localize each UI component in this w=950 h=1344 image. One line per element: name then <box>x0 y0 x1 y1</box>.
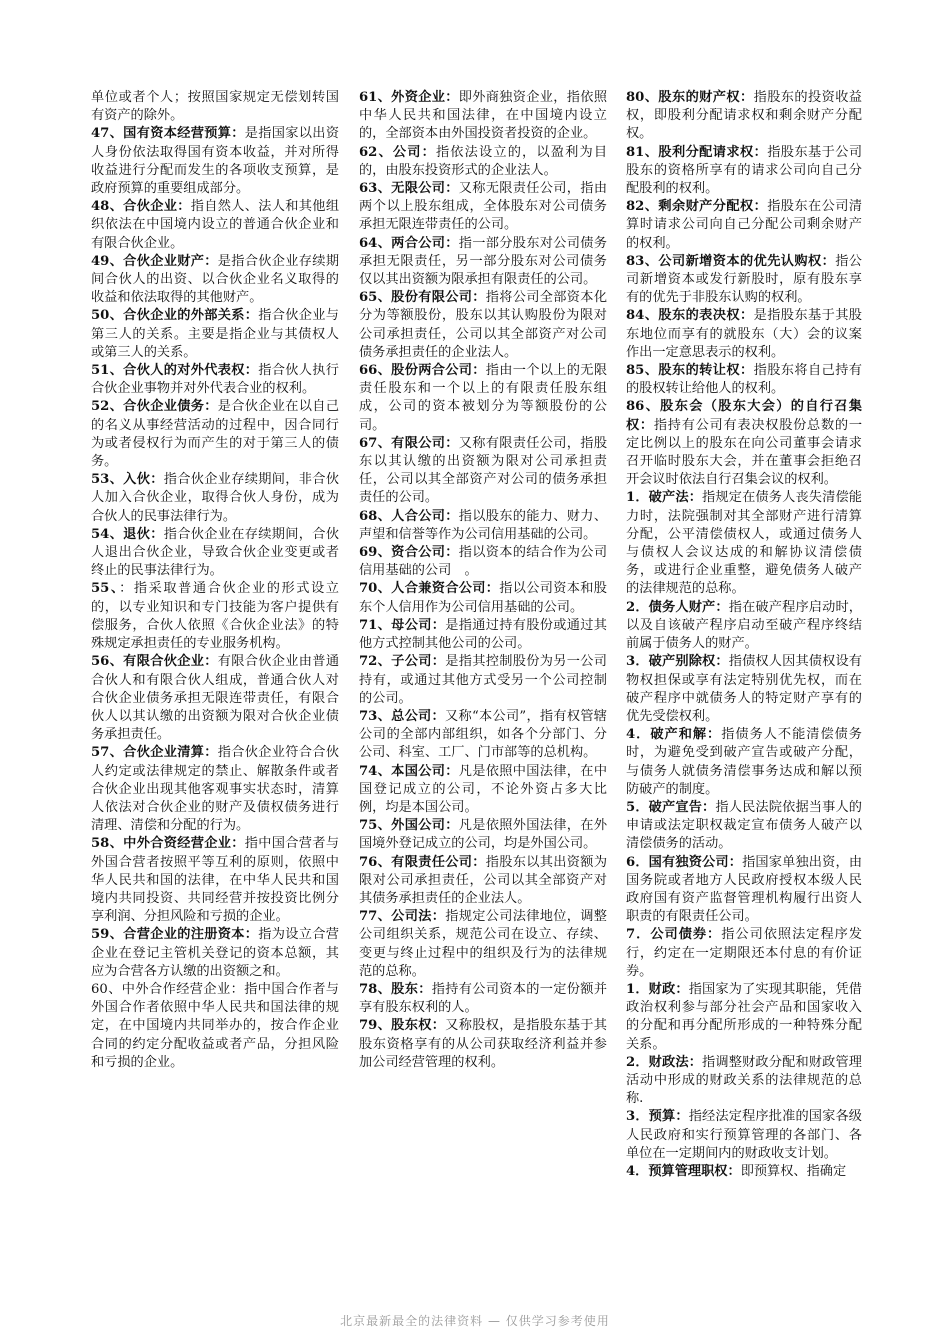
glossary-entry <box>91 89 339 125</box>
entry-definition: 是指通过持有股份或通过其他方式控制其他公司的公司。 <box>359 617 607 652</box>
entry-definition: 指股东基于公司股东的资格所享有的请求公司向自己分配股利的权利。 <box>626 144 863 197</box>
entry-definition: 指持有公司资本的一定份额并享有股东权利的人。 <box>359 981 608 1016</box>
entry-term: 3．破产别除权： <box>626 654 729 670</box>
entry-term: 77、公司法： <box>359 909 446 925</box>
entry-term: 83、公司新增资本的优先认购权： <box>626 253 836 269</box>
entry-term: 86、股东会（股东大会）的自行召集权： <box>626 399 862 433</box>
glossary-entry <box>359 544 607 580</box>
text-column-1 <box>91 89 339 1072</box>
entry-term: 84、股东的表决权： <box>626 308 754 324</box>
entry-term: 5．破产宣告： <box>626 799 716 815</box>
entry-definition: 指公司新增资本或发行新股时，原有股东享有的优先于非股东认购的权利。 <box>626 253 862 306</box>
entry-term: 62、公司： <box>359 144 436 160</box>
entry-definition: 指以股东的能力、财力、声望和信誉等作为公司信用基础的公司。 <box>359 508 608 542</box>
glossary-entry <box>359 1017 607 1072</box>
entry-term: 73、总公司： <box>359 708 446 724</box>
entry-definition: 指调整财政分配和财政管理活动中形成的财政关系的法律规范的总称. <box>626 1054 862 1107</box>
entry-term: 52、合伙企业债务： <box>91 399 218 415</box>
glossary-entry <box>359 908 607 981</box>
glossary-entry <box>91 398 339 471</box>
entry-definition: 指中国合营者与外国合营者按照平等互利的原则，依照中华人民共和国的法律，在中华人民共和国境内共同投资、共同经营并按投资比例分享利润、分担风险和亏损的企业。 <box>91 836 340 925</box>
entry-term: 55、 <box>91 581 120 597</box>
entry-definition: 指股东的投资收益权，即股利分配请求权和剩余财产分配权。 <box>626 90 862 142</box>
entry-definition: 有限合伙企业由普通合伙人和有限合伙人组成，普通合伙人对合伙企业债务承担无限连带责任，有限合伙人以其认缴的出资额为限对合伙企业债务承担责任。 <box>91 654 340 743</box>
glossary-entry <box>626 1054 862 1109</box>
entry-term: 63、无限公司： <box>359 181 459 197</box>
glossary-entry <box>91 744 339 835</box>
entry-definition: 指合伙企业存续期间，非合伙人加入合伙企业，取得合伙人身份，成为合伙人的民事法律行为。 <box>91 472 340 524</box>
page-footer: 北京最新最全的法律资料 — 仅供学习参考使用 <box>340 1314 610 1328</box>
entry-definition: 指股东以其出资额为限对公司承担责任，公司以其全部资产对其债务承担责任的企业法人。 <box>359 854 608 906</box>
entry-term: 4．预算管理职权： <box>626 1163 741 1179</box>
glossary-entry <box>359 817 607 853</box>
entry-definition: 又称股权，是指股东基于其股东资格享有的从公司获取经济利益并参加公司经营管理的权利。 <box>359 1018 607 1070</box>
text-column-3 <box>626 89 862 1181</box>
entry-definition: 指合伙企业符合合伙人约定或法律规定的禁止、解散条件或者合伙企业出现其他客观事实状态时，清算人依法对合伙企业的财产及债权债务进行清理、清偿和分配的行为。 <box>91 745 340 834</box>
entry-term: 79、股东权： <box>359 1018 446 1034</box>
entry-term: 2．债务人财产： <box>626 599 729 615</box>
glossary-entry <box>359 180 607 235</box>
entry-definition: 指以公司资本和股东个人信用作为公司信用基础的公司。 <box>359 581 607 615</box>
glossary-entry <box>91 307 339 362</box>
entry-definition: 指债务人不能清偿债务时，为避免受到破产宣告或破产分配，与债务人就债务清偿事务达成和解以预防破产的制度。 <box>626 727 862 797</box>
entry-term: 56、有限合伙企业： <box>91 654 218 670</box>
glossary-entry <box>626 253 862 308</box>
glossary-entry <box>626 926 862 981</box>
entry-definition: 指国家单独出资，由国务院或者地方人民政府授权本级人民政府国有资产监督管理机构履行出资人职责的有限责任公司。 <box>626 854 863 925</box>
entry-term: 68、人合公司： <box>359 508 459 524</box>
entry-term: 7．公司债券： <box>626 927 722 943</box>
text-column-2 <box>359 89 607 1072</box>
entry-definition: 是指股东基于其股东地位而享有的就股东（大）会的议案作出一定意思表示的权利。 <box>626 308 862 360</box>
entry-definition: 指一部分股东对公司债务承担无限责任，另一部分股东对公司债务仅以其出资额为限承担有限责任的公司。 <box>359 235 608 288</box>
entry-term: 78、股东： <box>359 981 432 997</box>
entry-term: 6．国有独资公司： <box>626 854 743 870</box>
glossary-entry <box>626 307 862 362</box>
entry-definition: 指股东在公司清算时请求公司向自己分配公司剩余财产的权利。 <box>626 199 863 251</box>
glossary-entry <box>359 854 607 909</box>
entry-definition: 是合伙企业在以自己的名义从事经营活动的过程中，因合同行为或者侵权行为而产生的对于第三人的债务。 <box>91 399 340 470</box>
glossary-entry <box>91 362 339 398</box>
entry-term: 76、有限责任公司： <box>359 854 486 870</box>
glossary-entry <box>91 198 339 253</box>
entry-definition: 指合伙人执行合伙企业事物并对外代表合业的权利。 <box>91 363 339 397</box>
entry-term: 48、合伙企业： <box>91 199 191 215</box>
entry-definition: 指合伙企业在存续期间，合伙人退出合伙企业，导致合伙企业变更或者终止的民事法律行为。 <box>91 526 340 579</box>
glossary-entry <box>91 471 339 526</box>
glossary-entry <box>626 726 862 799</box>
entry-definition: 指经法定程序批准的国家各级人民政府和实行预算管理的各部门、各单位在一定期间内的财政收支计划。 <box>626 1109 862 1161</box>
entry-term: 66、股份两合公司： <box>359 363 486 379</box>
entry-term: 47、国有资本经营预算： <box>91 126 245 142</box>
entry-definition: 凡是依照中国法律，在中国登记成立的公司，不论外资占多大比例，均是本国公司。 <box>359 763 608 815</box>
entry-definition: 指持有公司有表决权股份总数的一定比例以上的股东在向公司董事会请求召开临时股东大会，并在董事会拒绝召开会议时依法自行召集会议的权利。 <box>626 417 863 488</box>
entry-definition: 是指其控制股份为另一公司持有，或通过其他方式受另一个公司控制的公司。 <box>359 654 607 706</box>
entry-definition: 指规定在债务人丧失清偿能力时，法院强制对其全部财产进行清算分配，公平清偿债权人，或通过债务人与债权人会议达成的和解协议清偿债务，或进行企业重整，避免债务人破产的法律规范的总称。 <box>626 490 862 597</box>
entry-definition: 是指国家以出资人身份依法取得国有资本收益，并对所得收益进行分配而发生的各项收支预算，是政府预算的重要组成部分。 <box>91 126 340 197</box>
glossary-entry <box>359 708 607 763</box>
entry-definition: 60、中外合作经营企业：指中国合作者与外国合作者依照中华人民共和国法律的规定，在中国境内共同举办的，按合作企业合同的约定分配收益或者产品，分担风险和亏损的企业。 <box>91 981 339 1070</box>
entry-definition: 指将公司全部资本化分为等额股份，股东以其认购股份为限对公司承担责任，公司以其全部资产对公司债务承担责任的企业法人。 <box>359 290 608 360</box>
entry-term: 61、外资企业： <box>359 90 459 105</box>
glossary-entry <box>626 799 862 854</box>
glossary-entry <box>91 981 339 1072</box>
glossary-entry <box>359 362 607 435</box>
entry-definition: 指人民法院依据当事人的申请或法定职权裁定宣布债务人破产以清偿债务的活动。 <box>626 799 862 852</box>
entry-definition: 又称有限责任公司，指股东以其认缴的出资额为限对公司承担责任，公司以其全部资产对公司的债务承担责任的公司。 <box>359 435 608 506</box>
entry-term: 2．财政法： <box>626 1054 703 1070</box>
entry-definition: 指为设立合营企业在登记主管机关登记的资本总额，其应为合营各方认缴的出资额之和。 <box>91 927 339 979</box>
entry-term: 53、入伙： <box>91 472 164 488</box>
entry-term: 59、合营企业的注册资本： <box>91 927 259 943</box>
entry-definition: ：指采取普通合伙企业的形式设立的，以专业知识和专门技能为客户提供有偿服务，合伙人依照《合伙企业法》的特殊规定承担责任的专业服务机构。 <box>91 581 339 652</box>
glossary-entry <box>626 489 862 598</box>
entry-term: 49、合伙企业财产： <box>91 253 218 269</box>
entry-term: 1．破产法： <box>626 490 703 506</box>
glossary-entry <box>359 508 607 544</box>
glossary-entry <box>91 580 339 653</box>
glossary-entry <box>626 198 862 253</box>
glossary-entry <box>359 435 607 508</box>
entry-term: 64、两合公司： <box>359 235 459 251</box>
entry-term: 67、有限公司： <box>359 435 459 451</box>
entry-term: 70、人合兼资合公司： <box>359 581 500 597</box>
glossary-entry <box>626 854 862 927</box>
glossary-entry <box>91 526 339 581</box>
glossary-entry <box>91 125 339 198</box>
glossary-entry <box>91 653 339 744</box>
glossary-entry <box>626 362 862 398</box>
entry-definition: 指股东将自己持有的股权转让给他人的权利。 <box>626 363 862 397</box>
entry-term: 54、退伙： <box>91 526 164 542</box>
entry-term: 57、合伙企业清算： <box>91 745 218 761</box>
entry-definition: 又称无限责任公司，指由两个以上股东组成，全体股东对公司债务承担无限连带责任的公司。 <box>359 181 608 233</box>
entry-definition: 指规定公司法律地位，调整公司组织关系，规范公司在设立、存续、变更与终止过程中的组织及行为的法律规范的总称。 <box>359 909 607 979</box>
entry-definition: 指自然人、法人和其他组织依法在中国境内设立的普通合伙企业和有限合伙企业。 <box>91 199 340 251</box>
glossary-entry <box>91 926 339 981</box>
entry-definition: 即预算权、指确定 <box>740 1163 847 1179</box>
glossary-entry <box>91 253 339 308</box>
glossary-entry <box>359 144 607 180</box>
entry-definition: 单位或者个人；按照国家规定无偿划转国有资产的除外。 <box>91 90 339 124</box>
glossary-entry <box>626 89 862 144</box>
entry-term: 80、股东的财产权： <box>626 90 754 105</box>
entry-term: 85、股东的转让权： <box>626 363 754 379</box>
glossary-entry <box>359 235 607 290</box>
entry-term: 4．破产和解： <box>626 727 722 743</box>
glossary-entry <box>359 981 607 1017</box>
glossary-entry <box>626 981 862 1054</box>
glossary-entry <box>359 89 607 144</box>
entry-term: 50、合伙企业的外部关系： <box>91 308 259 324</box>
entry-term: 74、本国公司： <box>359 763 459 779</box>
glossary-entry <box>626 1163 862 1181</box>
entry-term: 75、外国公司： <box>359 818 459 834</box>
entry-term: 69、资合公司： <box>359 545 459 561</box>
entry-term: 81、股利分配请求权： <box>626 144 768 160</box>
entry-definition: 指国家为了实现其职能，凭借政治权利参与部分社会产品和国家收入的分配和再分配所形成的一种特殊分配关系。 <box>626 981 862 1052</box>
entry-definition: 指由一个以上的无限责任股东和一个以上的有限责任股东组成，公司的资本被划分为等额股份的公司。 <box>359 363 608 433</box>
glossary-entry <box>626 1108 862 1163</box>
glossary-entry <box>626 398 862 489</box>
entry-term: 3．预算： <box>626 1109 689 1125</box>
entry-definition: 又称“本公司”，指有权管辖公司的全部内部组织，如各个分部门、分公司、科室、工厂、门市部等的总机构。 <box>359 708 607 761</box>
entry-term: 71、母公司： <box>359 617 446 633</box>
entry-term: 58、中外合资经营企业： <box>91 836 245 852</box>
entry-definition: 指公司依照法定程序发行，约定在一定期限还本付息的有价证券。 <box>626 927 862 979</box>
glossary-entry <box>91 835 339 926</box>
entry-definition: 凡是依照外国法律，在外国境外登记成立的公司，均是外国公司。 <box>359 818 608 852</box>
entry-term: 51、合伙人的对外代表权： <box>91 363 259 379</box>
glossary-entry <box>359 617 607 653</box>
entry-definition: 是指合伙企业存续期间合伙人的出资、以合伙企业名义取得的收益和依法取得的其他财产。 <box>91 253 340 306</box>
glossary-entry <box>626 144 862 199</box>
entry-term: 1．财政： <box>626 981 689 997</box>
entry-definition: 指在破产程序启动时，以及自该破产程序启动至破产程序终结前属于债务人的财产。 <box>626 599 862 652</box>
glossary-entry <box>359 580 607 616</box>
entry-definition: 指债权人因其债权设有物权担保或享有法定特别优先权，而在破产程序中就债务人的特定财产享有的优先受偿权利。 <box>626 654 862 724</box>
glossary-entry <box>626 599 862 654</box>
entry-term: 82、剩余财产分配权： <box>626 199 768 215</box>
entry-definition: 指依法设立的，以盈利为目的，由股东投资形式的企业法人。 <box>359 144 608 178</box>
entry-definition: 指合伙企业与第三人的关系。主要是指企业与其债权人或第三人的关系。 <box>91 308 339 360</box>
entry-term: 65、股份有限公司： <box>359 290 486 306</box>
glossary-entry <box>626 653 862 726</box>
entry-definition: 即外商独资企业，指依照中华人民共和国法律，在中国境内设立的，全部资本由外国投资者投资的企业。 <box>359 90 608 142</box>
entry-definition: 指以资本的结合作为公司信用基础的公司 。 <box>359 545 608 579</box>
glossary-entry <box>359 763 607 818</box>
glossary-entry <box>359 289 607 362</box>
entry-term: 72、子公司： <box>359 654 446 670</box>
glossary-entry <box>359 653 607 708</box>
